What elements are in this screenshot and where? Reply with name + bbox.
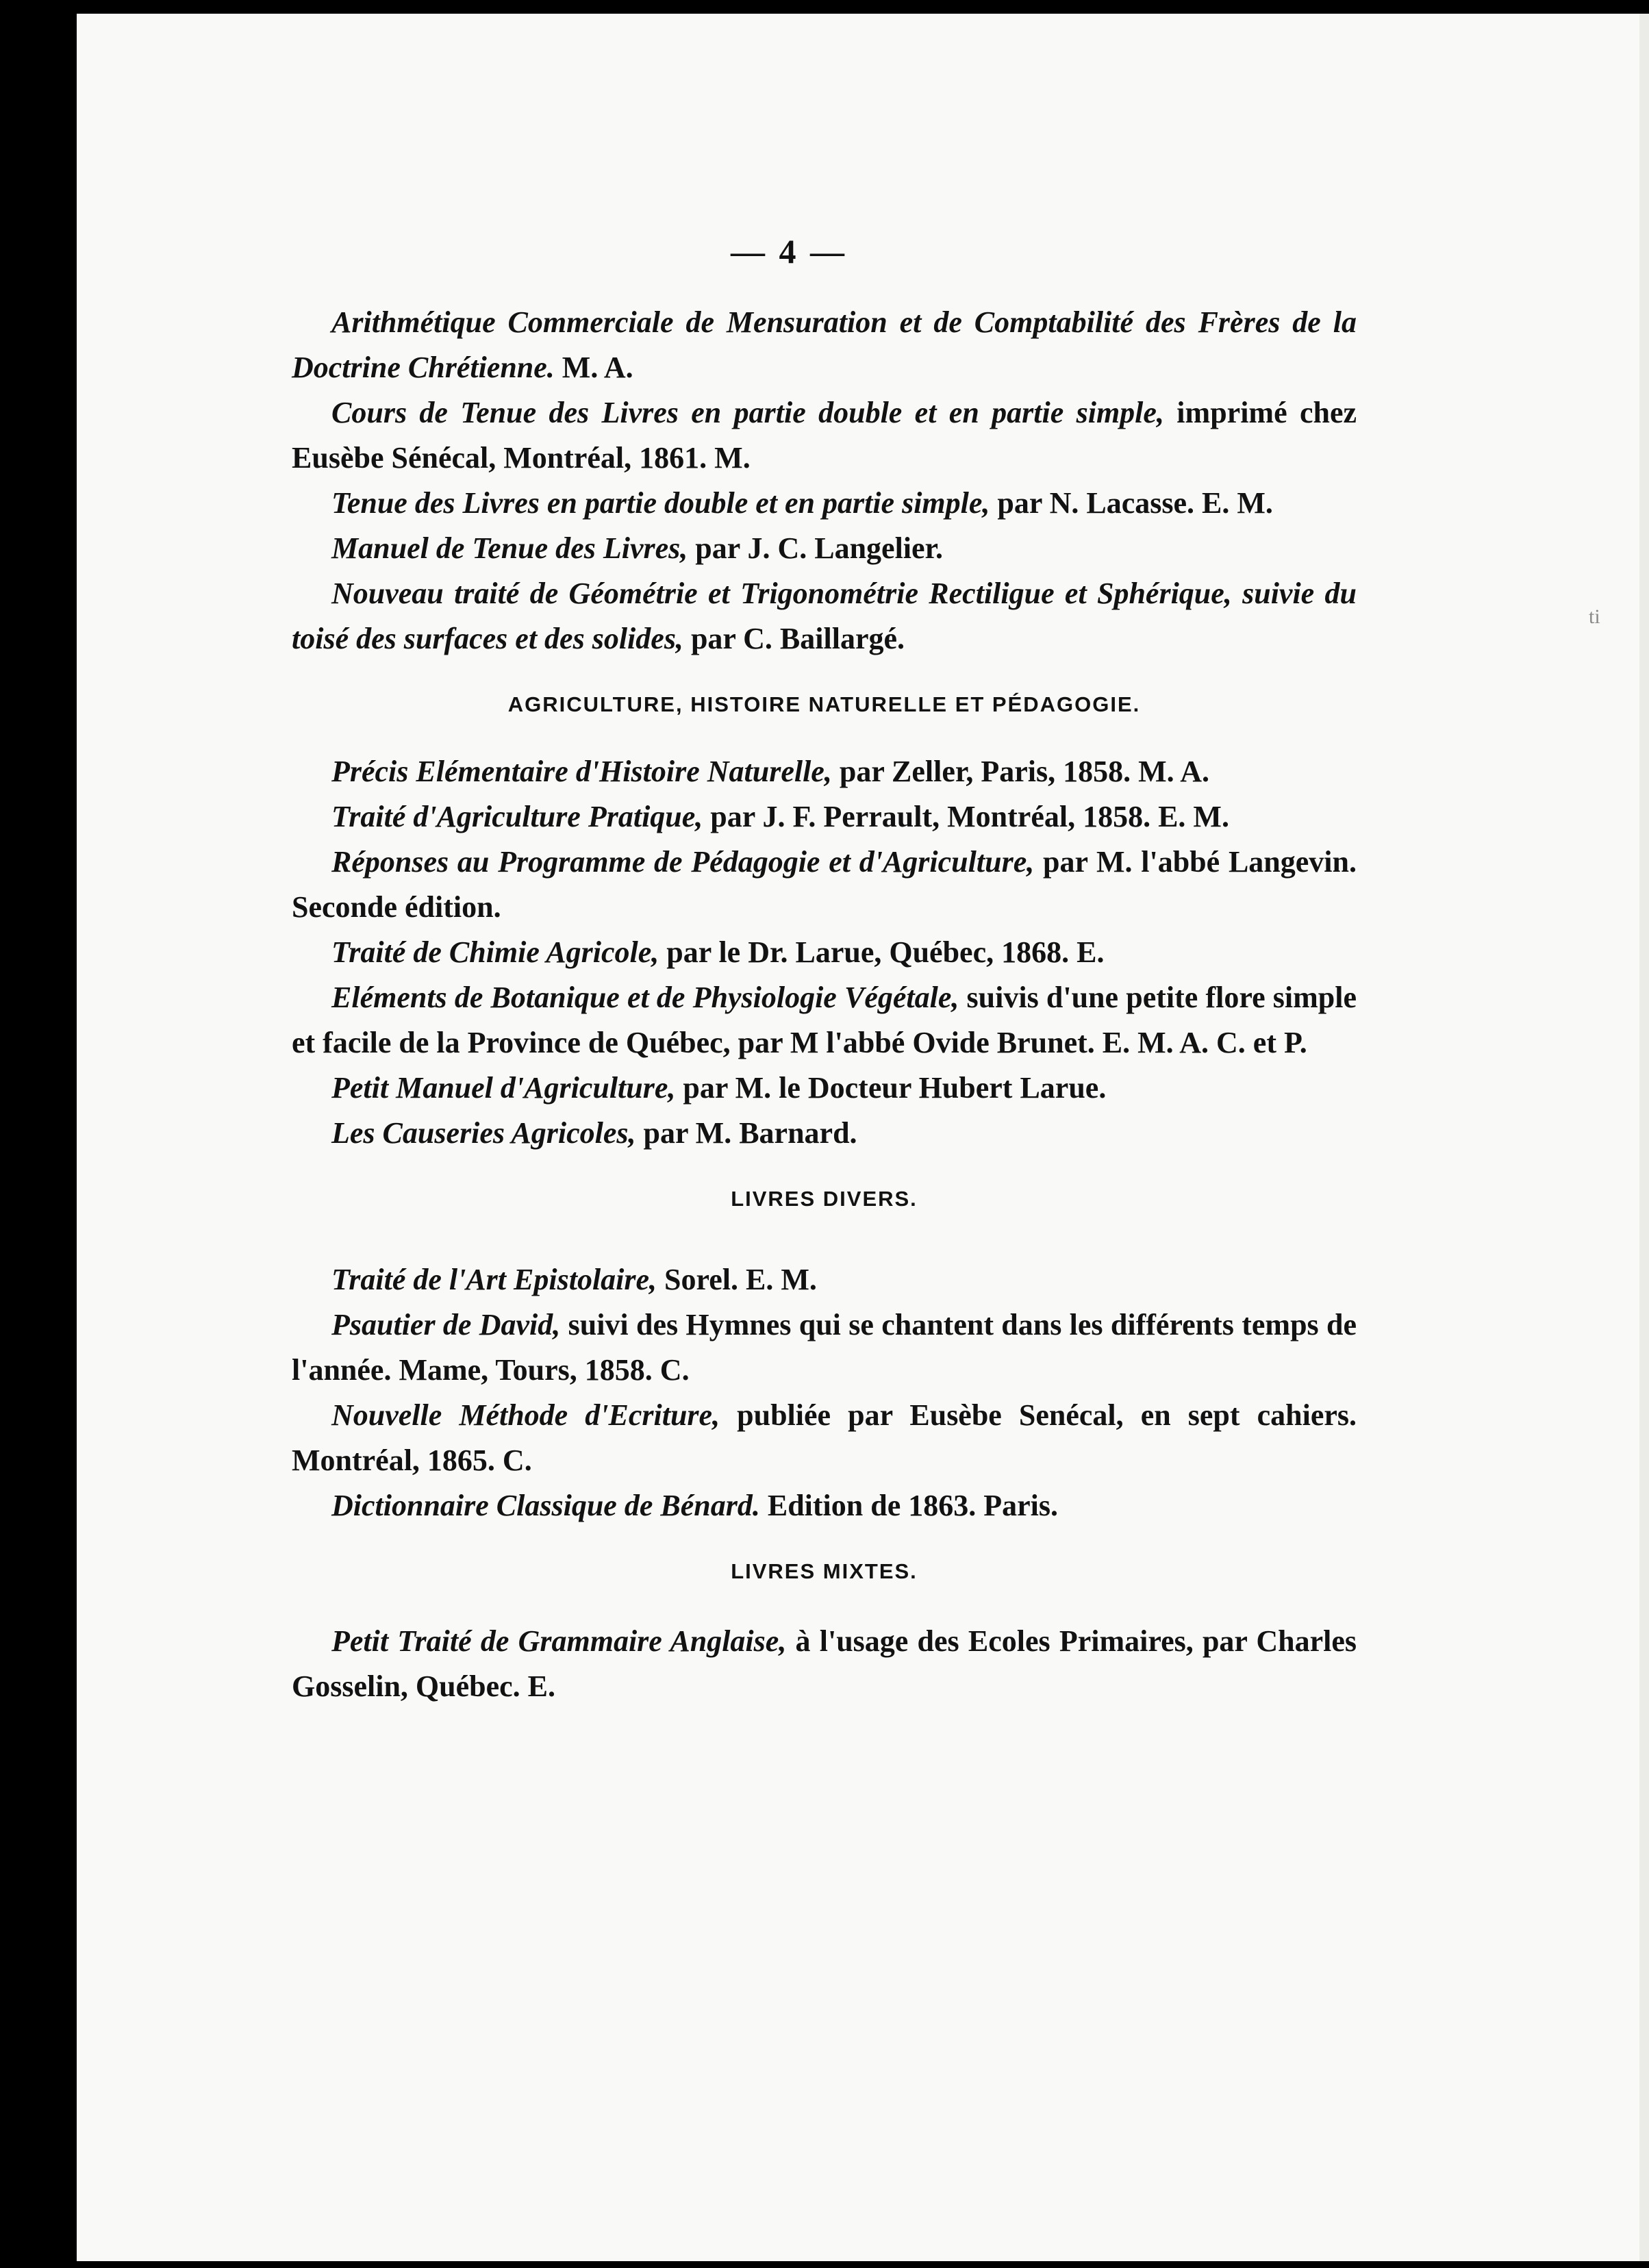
- book-details: suivi des Hymnes qui se chantent dans les différents temps de l'année. Mame, Tours, 1858. C.: [292, 1308, 1357, 1387]
- book-entry: [292, 1302, 1357, 1393]
- page-edge: [1639, 14, 1649, 2261]
- book-entry: [292, 1393, 1357, 1483]
- book-details: publiée par Eusèbe Senécal, en sept cahiers. Montréal, 1865. C.: [292, 1398, 1357, 1477]
- book-entry: [292, 930, 1357, 975]
- book-title: Réponses au Programme de Pédagogie et d'Agriculture,: [331, 845, 1035, 879]
- book-entry: [292, 794, 1357, 840]
- book-title: Manuel de Tenue des Livres,: [331, 531, 688, 565]
- book-entry: [292, 1619, 1357, 1709]
- book-entry: [292, 1257, 1357, 1302]
- book-details: par le Dr. Larue, Québec, 1868. E.: [659, 935, 1105, 969]
- book-details: Edition de 1863. Paris.: [759, 1489, 1058, 1522]
- book-entry: [292, 571, 1357, 662]
- book-details: imprimé chez Eusèbe Sénécal, Montréal, 1861. M.: [292, 396, 1357, 475]
- book-details: par M. Barnard.: [635, 1116, 857, 1150]
- book-entry: [292, 1111, 1357, 1156]
- book-entry: [292, 1066, 1357, 1111]
- book-details: par M. le Docteur Hubert Larue.: [675, 1071, 1107, 1105]
- book-title: Psautier de David,: [331, 1308, 561, 1341]
- book-details: par J. C. Langelier.: [688, 531, 944, 565]
- book-entry: [292, 840, 1357, 930]
- book-entry: [292, 1483, 1357, 1528]
- book-title: Nouvelle Méthode d'Ecriture,: [331, 1398, 720, 1432]
- book-list: [292, 300, 1357, 1709]
- book-title: Tenue des Livres en partie double et en partie simple,: [331, 486, 990, 520]
- book-title: Traité de l'Art Epistolaire,: [331, 1263, 657, 1296]
- book-details: suivis d'une petite flore simple et facile de la Province de Québec, par M l'abbé Ovide Brunet. E. M. A. C. et P.: [292, 981, 1357, 1059]
- book-title: Traité de Chimie Agricole,: [331, 935, 659, 969]
- book-title: Arithmétique Commerciale de Mensuration et de Comptabilité des Frères de la Doctrine Chrétienne.: [292, 305, 1357, 384]
- book-title: Petit Manuel d'Agriculture,: [331, 1071, 676, 1105]
- book-details: par C. Baillargé.: [683, 622, 905, 655]
- book-details: par M. l'abbé Langevin. Seconde édition.: [292, 845, 1357, 924]
- book-entry: [292, 481, 1357, 526]
- book-title: Dictionnaire Classique de Bénard.: [331, 1489, 760, 1522]
- book-title: Précis Elémentaire d'Histoire Naturelle,: [331, 755, 832, 788]
- page-number: — 4 —: [731, 232, 847, 270]
- book-details: par N. Lacasse. E. M.: [990, 486, 1273, 520]
- book-title: Petit Traité de Grammaire Anglaise,: [331, 1624, 787, 1658]
- book-entry: [292, 390, 1357, 481]
- book-entry: [292, 749, 1357, 794]
- book-entry: [292, 975, 1357, 1066]
- book-details: M. A.: [554, 351, 633, 384]
- book-title: Nouveau traité de Géométrie et Trigonométrie Rectiligue et Sphérique, suivie du toisé des surfaces et des solides,: [292, 577, 1357, 655]
- section-heading-livres-mixtes: LIVRES MIXTES.: [731, 1559, 918, 1583]
- book-entry: [292, 300, 1357, 390]
- book-title: Cours de Tenue des Livres en partie double et en partie simple,: [331, 396, 1164, 429]
- margin-mark: ti: [1589, 605, 1600, 628]
- section-heading-agriculture: AGRICULTURE, HISTOIRE NATURELLE ET PÉDAGOGIE.: [507, 692, 1141, 716]
- book-entry: [292, 526, 1357, 571]
- book-details: par Zeller, Paris, 1858. M. A.: [831, 755, 1210, 788]
- book-title: Traité d'Agriculture Pratique,: [331, 800, 703, 833]
- section-heading-livres-divers: LIVRES DIVERS.: [731, 1187, 918, 1211]
- book-details: à l'usage des Ecoles Primaires, par Charles Gosselin, Québec. E.: [292, 1624, 1357, 1703]
- book-details: Sorel. E. M.: [657, 1263, 817, 1296]
- book-title: Les Causeries Agricoles,: [331, 1116, 636, 1150]
- book-title: Eléments de Botanique et de Physiologie Végétale,: [331, 981, 959, 1014]
- book-details: par J. F. Perrault, Montréal, 1858. E. M.: [703, 800, 1229, 833]
